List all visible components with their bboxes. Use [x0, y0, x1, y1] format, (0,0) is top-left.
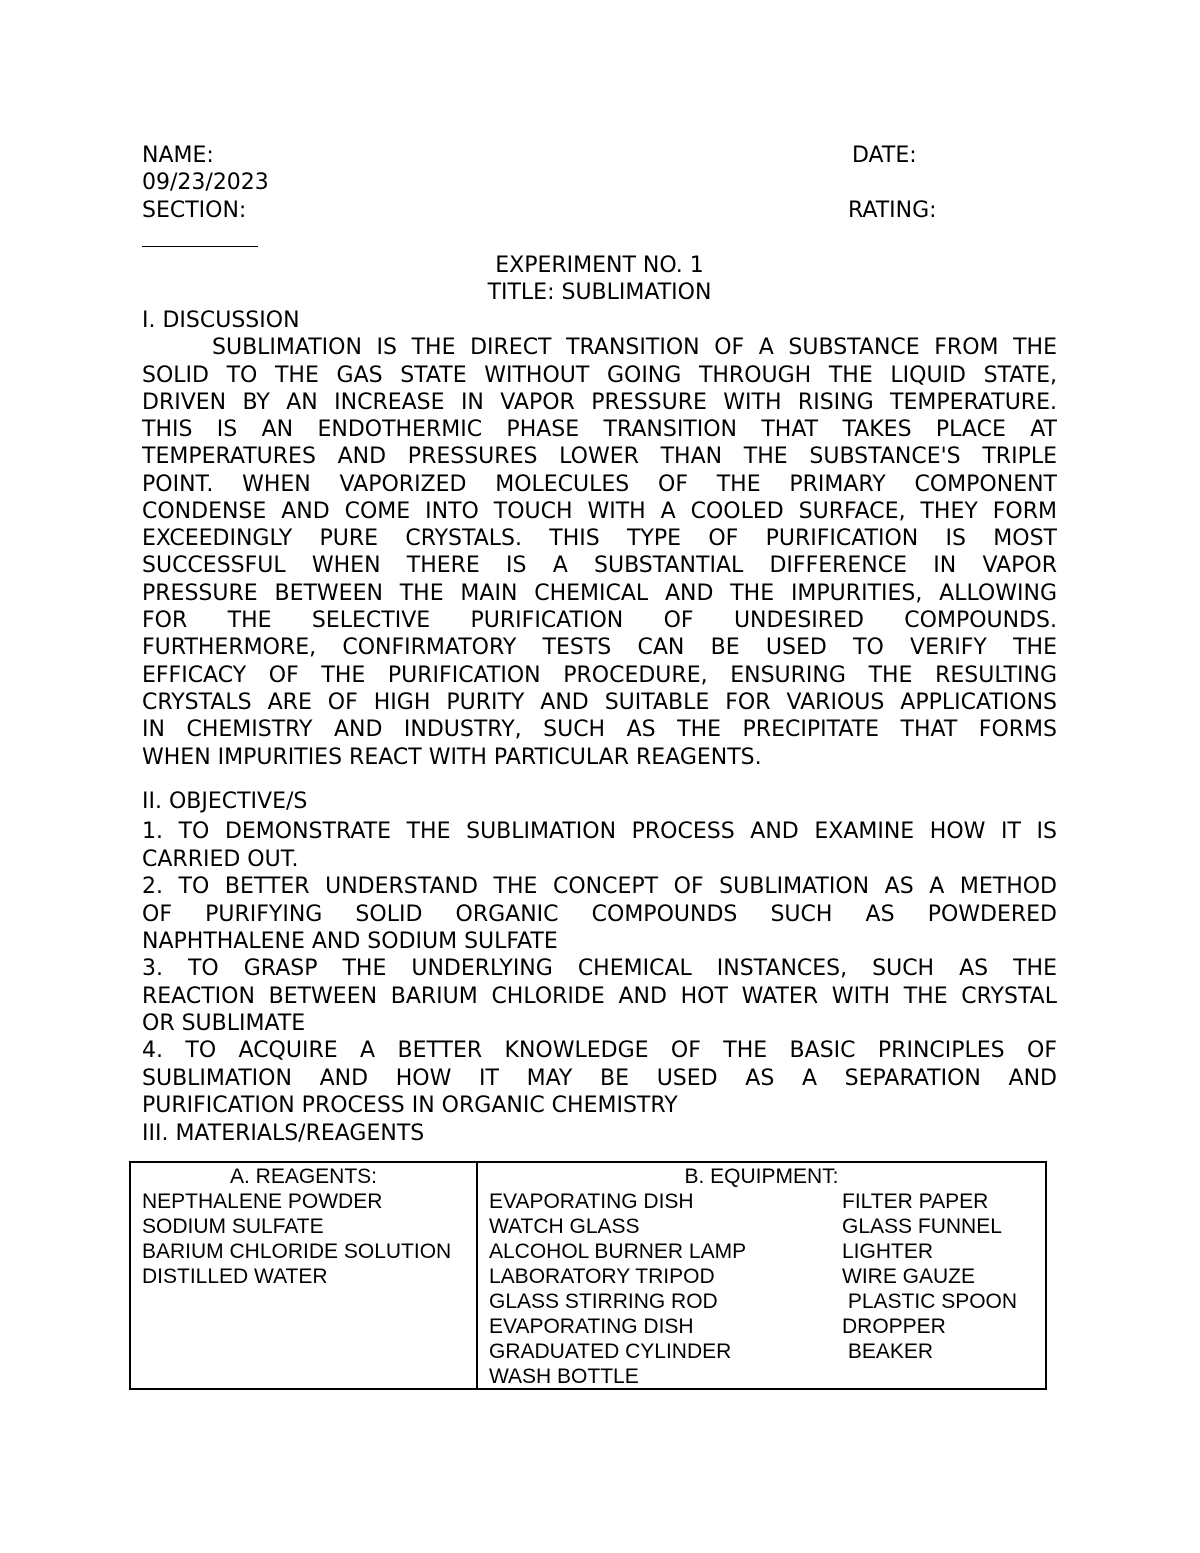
equipment-item: FILTER PAPER — [842, 1190, 989, 1213]
discussion-line: THIS IS AN ENDOTHERMIC PHASE TRANSITION THAT TAKES PLACE AT — [142, 417, 1057, 442]
equipment-item: ALCOHOL BURNER LAMP — [489, 1240, 747, 1263]
discussion-line: IN CHEMISTRY AND INDUSTRY, SUCH AS THE PRECIPITATE THAT FORMS — [142, 717, 1057, 742]
name-label: NAME: — [142, 143, 214, 168]
objective-line: 3. TO GRASP THE UNDERLYING CHEMICAL INSTANCES, SUCH AS THE — [142, 956, 1057, 981]
table-column-divider — [476, 1161, 478, 1390]
discussion-line: CRYSTALS ARE OF HIGH PURITY AND SUITABLE FOR VARIOUS APPLICATIONS — [142, 690, 1057, 715]
objective-line: OF PURIFYING SOLID ORGANIC COMPOUNDS SUCH AS POWDERED — [142, 902, 1057, 927]
objective-line: 1. TO DEMONSTRATE THE SUBLIMATION PROCESS AND EXAMINE HOW IT IS — [142, 819, 1057, 844]
experiment-number: EXPERIMENT NO. 1 — [495, 253, 704, 278]
reagent-item: BARIUM CHLORIDE SOLUTION — [142, 1240, 452, 1263]
section-label: SECTION: — [142, 198, 247, 223]
equipment-header: B. EQUIPMENT: — [684, 1165, 839, 1188]
discussion-line: DRIVEN BY AN INCREASE IN VAPOR PRESSURE WITH RISING TEMPERATURE. — [142, 390, 1057, 415]
discussion-line: SUCCESSFUL WHEN THERE IS A SUBSTANTIAL DIFFERENCE IN VAPOR — [142, 553, 1057, 578]
reagent-item: NEPTHALENE POWDER — [142, 1190, 383, 1213]
objective-line: 4. TO ACQUIRE A BETTER KNOWLEDGE OF THE BASIC PRINCIPLES OF — [142, 1038, 1057, 1063]
equipment-item: WASH BOTTLE — [489, 1365, 639, 1388]
discussion-heading: I. DISCUSSION — [142, 308, 300, 333]
discussion-line: PRESSURE BETWEEN THE MAIN CHEMICAL AND THE IMPURITIES, ALLOWING — [142, 581, 1057, 606]
discussion-line: FURTHERMORE, CONFIRMATORY TESTS CAN BE USED TO VERIFY THE — [142, 635, 1057, 660]
rating-label: RATING: — [848, 198, 937, 223]
discussion-line: POINT. WHEN VAPORIZED MOLECULES OF THE PRIMARY COMPONENT — [142, 472, 1057, 497]
equipment-item: GRADUATED CYLINDER — [489, 1340, 732, 1363]
discussion-line: TEMPERATURES AND PRESSURES LOWER THAN THE SUBSTANCE'S TRIPLE — [142, 444, 1057, 469]
discussion-line: WHEN IMPURITIES REACT WITH PARTICULAR REAGENTS. — [142, 745, 762, 770]
equipment-item: EVAPORATING DISH — [489, 1190, 694, 1213]
equipment-item: PLASTIC SPOON — [842, 1290, 1018, 1313]
objective-line: REACTION BETWEEN BARIUM CHLORIDE AND HOT WATER WITH THE CRYSTAL — [142, 984, 1057, 1009]
discussion-line: EFFICACY OF THE PURIFICATION PROCEDURE, ENSURING THE RESULTING — [142, 663, 1057, 688]
reagent-item: DISTILLED WATER — [142, 1265, 328, 1288]
objective-line: OR SUBLIMATE — [142, 1011, 306, 1036]
equipment-item: LABORATORY TRIPOD — [489, 1265, 715, 1288]
equipment-item: DROPPER — [842, 1315, 946, 1338]
reagents-header: A. REAGENTS: — [229, 1165, 378, 1188]
date-value: 09/23/2023 — [142, 170, 269, 195]
objectives-heading: II. OBJECTIVE/S — [142, 789, 308, 814]
discussion-line: SOLID TO THE GAS STATE WITHOUT GOING THROUGH THE LIQUID STATE, — [142, 363, 1057, 388]
equipment-item: GLASS STIRRING ROD — [489, 1290, 718, 1313]
discussion-line: FOR THE SELECTIVE PURIFICATION OF UNDESIRED COMPOUNDS. — [142, 608, 1057, 633]
equipment-item: WATCH GLASS — [489, 1215, 640, 1238]
materials-heading: III. MATERIALS/REAGENTS — [142, 1121, 425, 1146]
discussion-line: SUBLIMATION IS THE DIRECT TRANSITION OF A SUBSTANCE FROM THE — [212, 335, 1057, 360]
discussion-line: CONDENSE AND COME INTO TOUCH WITH A COOLED SURFACE, THEY FORM — [142, 499, 1057, 524]
equipment-item: BEAKER — [842, 1340, 934, 1363]
date-label: DATE: — [852, 143, 917, 168]
objective-line: 2. TO BETTER UNDERSTAND THE CONCEPT OF SUBLIMATION AS A METHOD — [142, 874, 1057, 899]
objective-line: PURIFICATION PROCESS IN ORGANIC CHEMISTRY — [142, 1093, 678, 1118]
rating-blank-line — [142, 246, 258, 247]
objective-line: SUBLIMATION AND HOW IT MAY BE USED AS A SEPARATION AND — [142, 1066, 1057, 1091]
objective-line: CARRIED OUT. — [142, 847, 299, 872]
discussion-line: EXCEEDINGLY PURE CRYSTALS. THIS TYPE OF PURIFICATION IS MOST — [142, 526, 1057, 551]
objective-line: NAPHTHALENE AND SODIUM SULFATE — [142, 929, 558, 954]
equipment-item: WIRE GAUZE — [842, 1265, 976, 1288]
equipment-item: GLASS FUNNEL — [842, 1215, 1002, 1238]
reagent-item: SODIUM SULFATE — [142, 1215, 324, 1238]
experiment-title: TITLE: SUBLIMATION — [487, 280, 712, 305]
equipment-item: EVAPORATING DISH — [489, 1315, 694, 1338]
equipment-item: LIGHTER — [842, 1240, 934, 1263]
